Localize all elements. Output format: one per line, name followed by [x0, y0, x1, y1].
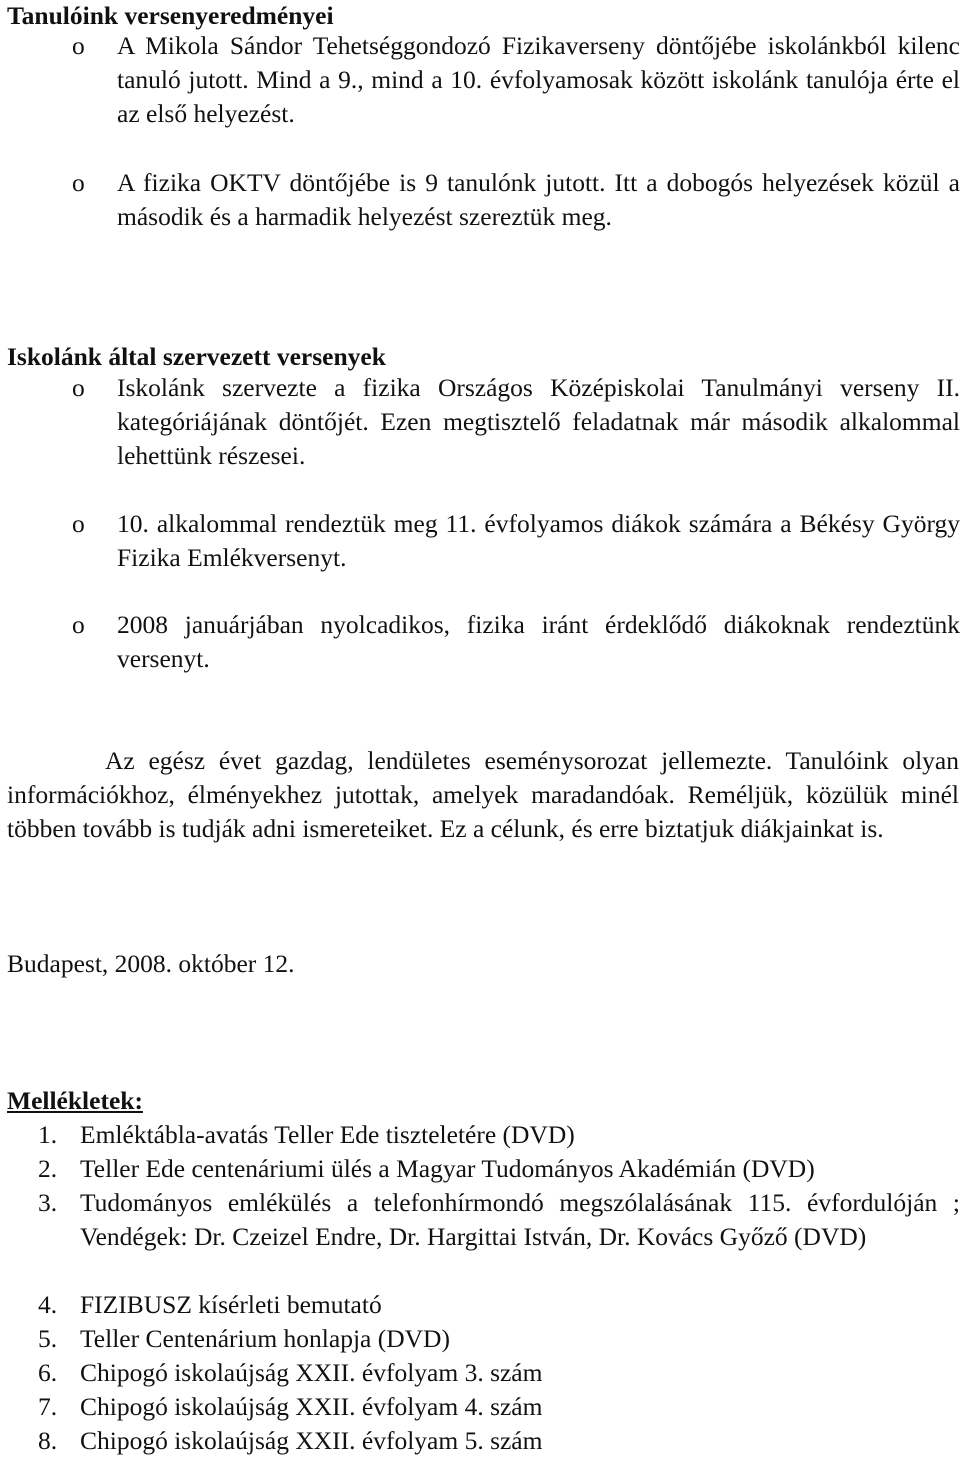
annex-item [38, 1152, 960, 1186]
place-and-date: Budapest, 2008. október 12. [7, 949, 295, 978]
bullet-marker: o [72, 373, 85, 402]
annex-item [38, 1186, 960, 1254]
annex-number: 4. [38, 1290, 58, 1319]
annex-text: Chipogó iskolaújság XXII. évfolyam 4. szám [80, 1392, 543, 1421]
section-heading-organized-competitions: Iskolánk által szervezett versenyek [7, 342, 386, 371]
list-item [72, 608, 960, 676]
annex-text: FIZIBUSZ kísérleti bemutató [80, 1290, 382, 1319]
list-item-text: 2008 januárjában nyolcadikos, fizika iránt érdeklődő diákoknak rendeztünk versenyt. [117, 610, 960, 673]
bullet-marker: o [72, 31, 85, 60]
annex-item [38, 1356, 960, 1390]
annex-item [38, 1390, 960, 1424]
annex-text: Tudományos emlékülés a telefonhírmondó megszólalásának 115. évfordulóján ; Vendégek: Dr. Czeizel Endre, Dr. Hargittai István, Dr. Kovács Győző (DVD) [80, 1188, 960, 1251]
list-item [72, 166, 960, 234]
annex-text: Chipogó iskolaújság XXII. évfolyam 5. szám [80, 1426, 543, 1455]
list-item [72, 29, 960, 131]
bullet-marker: o [72, 509, 85, 538]
annex-item [38, 1288, 960, 1322]
annex-number: 7. [38, 1392, 58, 1421]
list-item [72, 371, 960, 473]
annex-item [38, 1118, 960, 1152]
bullet-marker: o [72, 610, 85, 639]
annex-item [38, 1424, 960, 1458]
annex-number: 5. [38, 1324, 58, 1353]
annexes-heading: Mellékletek: [7, 1086, 143, 1115]
list-item [72, 507, 960, 575]
list-item-text: 10. alkalommal rendeztük meg 11. évfolyamos diákok számára a Békésy György Fizika Emlékversenyt. [117, 509, 960, 572]
annex-text: Teller Centenárium honlapja (DVD) [80, 1324, 450, 1353]
list-item-text: A fizika OKTV döntőjébe is 9 tanulónk jutott. Itt a dobogós helyezések közül a második és a harmadik helyezést szereztük meg. [117, 168, 960, 231]
annex-number: 3. [38, 1188, 58, 1217]
section-heading-results: Tanulóink versenyeredményei [7, 1, 334, 30]
list-item-text: Iskolánk szervezte a fizika Országos Középiskolai Tanulmányi verseny II. kategóriájának döntőjét. Ezen megtisztelő feladatnak már második alkalommal lehettünk részesei. [117, 373, 960, 470]
annex-number: 1. [38, 1120, 58, 1149]
annex-text: Teller Ede centenáriumi ülés a Magyar Tudományos Akadémián (DVD) [80, 1154, 815, 1183]
annex-number: 6. [38, 1358, 58, 1387]
list-item-text: A Mikola Sándor Tehetséggondozó Fizikaverseny döntőjébe iskolánkból kilenc tanuló jutott. Mind a 9., mind a 10. évfolyamosak között iskolánk tanulója érte el az első helyezést. [117, 31, 960, 128]
annex-text: Emléktábla-avatás Teller Ede tiszteletére (DVD) [80, 1120, 575, 1149]
closing-paragraph: Az egész évet gazdag, lendületes eseménysorozat jellemezte. Tanulóink olyan információkhoz, élményekhez jutottak, amelyek maradandóak. Reméljük, közülük minél többen tovább is tudják adni ismereteiket. Ez a célunk, és erre biztatjuk diákjainkat is. [7, 746, 959, 843]
bullet-marker: o [72, 168, 85, 197]
annex-number: 2. [38, 1154, 58, 1183]
annex-number: 8. [38, 1426, 58, 1455]
annex-text: Chipogó iskolaújság XXII. évfolyam 3. szám [80, 1358, 543, 1387]
annex-item [38, 1322, 960, 1356]
